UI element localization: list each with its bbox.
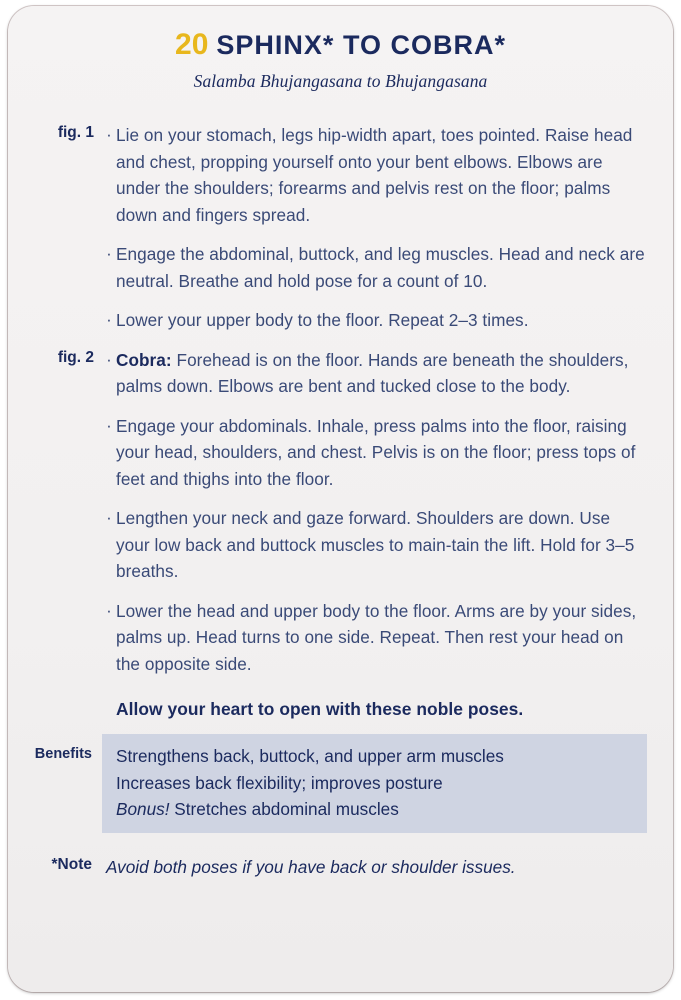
bullet-icon: · <box>106 415 112 435</box>
benefits-box <box>102 734 647 833</box>
list-item <box>34 307 647 334</box>
step-text-6: Lengthen your neck and gaze forward. Shoulders are down. Use your low back and buttock muscles to main-tain the lift. Hold for 3–5 breaths. <box>116 508 635 581</box>
step-text-2: Engage the abdominal, buttock, and leg muscles. Head and neck are neutral. Breathe and hold pose for a count of 10. <box>116 244 645 291</box>
note-label: *Note <box>51 855 92 873</box>
figure-label-blank <box>34 413 102 415</box>
bullet-icon: · <box>106 244 112 263</box>
list-item <box>34 598 647 678</box>
list-item <box>34 122 647 228</box>
card-title: SPHINX* TO COBRA* <box>216 30 506 60</box>
card-surface <box>8 6 673 992</box>
instructions-list <box>8 122 673 879</box>
note-section <box>34 855 647 879</box>
benefits-label: Benefits <box>34 746 92 762</box>
bullet-icon: · <box>106 349 112 369</box>
step-text-7: Lower the head and upper body to the floor. Arms are by your sides, palms up. Head turns to one side. Repeat. Then rest your head on the opposite side. <box>116 600 637 674</box>
bonus-text: Stretches abdominal muscles <box>174 799 399 819</box>
bullet-icon: · <box>106 125 112 144</box>
closing-statement: Allow your heart to open with these noble poses. <box>116 699 524 719</box>
step-text-3: Lower your upper body to the floor. Repeat 2–3 times. <box>116 310 529 330</box>
bullet-icon: · <box>106 508 112 527</box>
card-header <box>8 6 673 92</box>
list-item <box>34 347 647 400</box>
bonus-lead: Bonus! <box>116 799 170 819</box>
card-number: 20 <box>175 28 209 61</box>
list-item <box>34 241 647 294</box>
list-item <box>34 413 647 493</box>
figure-label-1: fig. 1 <box>57 124 94 141</box>
list-item <box>34 505 647 585</box>
figure-label-blank <box>34 307 102 309</box>
benefit-item: Strengthens back, buttock, and upper arm muscles <box>116 746 504 766</box>
figure-label-blank <box>34 241 102 243</box>
step-text-1: Lie on your stomach, legs hip-width apart, toes pointed. Raise head and chest, propping yourself onto your bent elbows. Elbows are under the shoulders; forearms and pelvis rest on the floor; palms down and fingers spread. <box>116 125 633 225</box>
figure-label-blank <box>34 505 102 507</box>
benefits-section <box>34 734 647 833</box>
step-lead-cobra: Cobra: <box>116 349 172 370</box>
bullet-icon: · <box>106 310 112 329</box>
instruction-card <box>8 6 673 992</box>
bullet-icon: · <box>106 600 112 620</box>
card-subtitle: Salamba Bhujangasana to Bhujangasana <box>193 71 488 91</box>
benefit-item: Increases back flexibility; improves posture <box>116 772 443 793</box>
step-text-5: Engage your abdominals. Inhale, press palms into the floor, raising your head, shoulders, and chest. Pelvis is on the floor; press tops of feet and thighs into the floor. <box>116 415 636 489</box>
note-text: Avoid both poses if you have back or shoulder issues. <box>106 856 516 877</box>
figure-label-blank <box>34 598 102 600</box>
figure-label-2: fig. 2 <box>57 348 94 366</box>
benefit-item-bonus <box>116 796 647 823</box>
page-title <box>8 28 673 62</box>
step-text-4 <box>116 347 647 400</box>
step-body-4: Forehead is on the floor. Hands are beneath the shoulders, palms down. Elbows are bent and tucked close to the body. <box>116 349 629 396</box>
